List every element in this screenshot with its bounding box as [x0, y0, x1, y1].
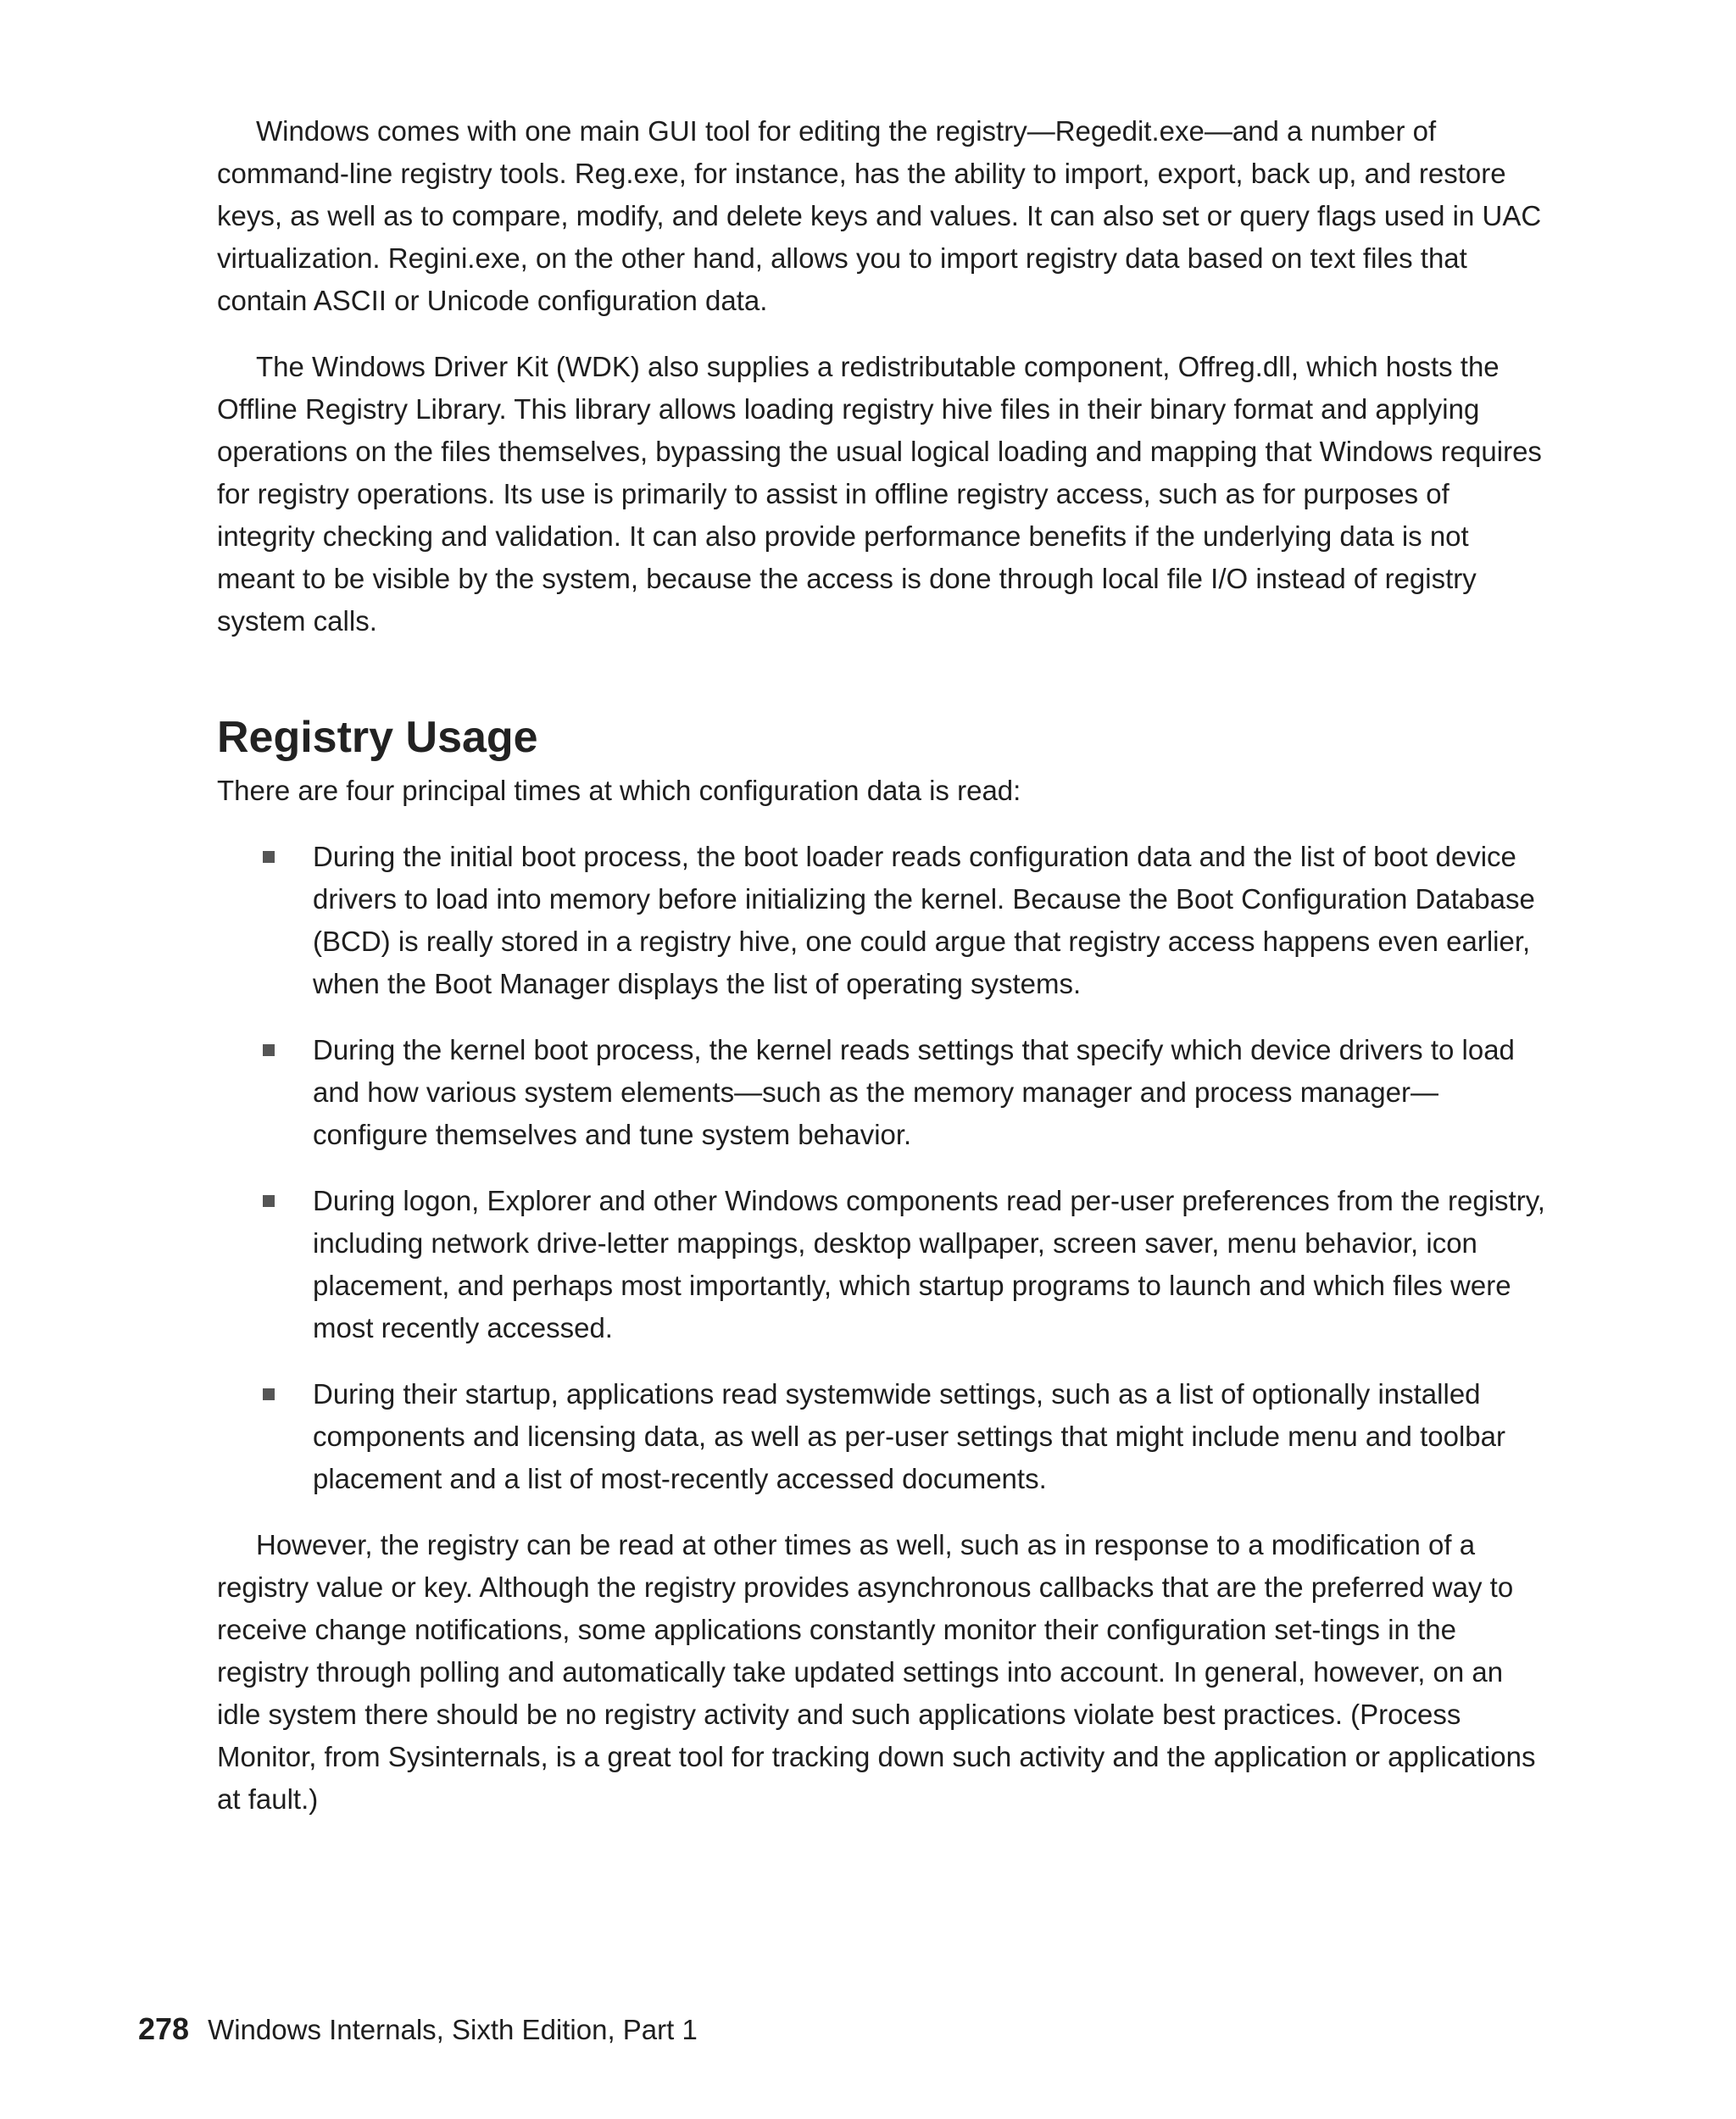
page-number: 278: [138, 2011, 190, 2046]
list-item-text: During logon, Explorer and other Windows components read per-user preferences from the registry, including network drive-letter mappings, desktop wallpaper, screen saver, menu behavior, icon placement, and perhaps most importantly, which startup programs to launch and which files were most recently accessed.: [313, 1185, 1545, 1343]
square-bullet-icon: [263, 851, 275, 863]
square-bullet-icon: [263, 1388, 275, 1400]
section-heading: Registry Usage: [217, 713, 538, 762]
page-content: [217, 110, 1548, 1844]
list-item-text: During their startup, applications read systemwide settings, such as a list of optionally installed components and licensing data, as well as per-user settings that might include menu and toolbar placement and a list of most-recently accessed documents.: [313, 1378, 1505, 1494]
paragraph-offline-registry-library: The Windows Driver Kit (WDK) also supplies a redistributable component, Offreg.dll, which hosts the Offline Registry Library. This library allows loading registry hive files in their binary format and applying operations on the files themselves, bypassing the usual logical loading and mapping that Windows requires for registry operations. Its use is primarily to assist in offline registry access, such as for purposes of integrity checking and validation. It can also provide performance benefits if the underlying data is not meant to be visible by the system, because the access is done through local file I/O instead of registry system calls.: [217, 351, 1542, 637]
list-item: [217, 1180, 1548, 1349]
bullet-list: [217, 836, 1548, 1500]
list-item: [217, 1373, 1548, 1500]
book-title: Windows Internals, Sixth Edition, Part 1: [208, 2014, 698, 2045]
square-bullet-icon: [263, 1044, 275, 1056]
list-item-text: During the kernel boot process, the kernel reads settings that specify which device drivers to load and how various system elements—such as the memory manager and process manager—configure themselves and tune system behavior.: [313, 1034, 1515, 1150]
paragraph-registry-read-times: However, the registry can be read at other times as well, such as in response to a modification of a registry value or key. Although the registry provides asynchronous callbacks that are the preferred way to receive change notifications, some applications constantly monitor their configuration set-tings in the registry through polling and automatically take updated settings into account. In general, however, on an idle system there should be no registry activity and such applications violate best practices. (Process Monitor, from Sysinternals, is a great tool for tracking down such activity and the application or applications at fault.): [217, 1529, 1536, 1815]
list-item: [217, 836, 1548, 1005]
list-item-text: During the initial boot process, the boot loader reads configuration data and the list of boot device drivers to load into memory before initializing the kernel. Because the Boot Configuration Database (BCD) is really stored in a registry hive, one could argue that registry access happens even earlier, when the Boot Manager displays the list of operating systems.: [313, 841, 1535, 999]
list-item: [217, 1029, 1548, 1156]
section-lead-paragraph: There are four principal times at which configuration data is read:: [217, 775, 1021, 806]
page-footer: [138, 2010, 698, 2049]
paragraph-registry-tools: Windows comes with one main GUI tool for editing the registry—Regedit.exe—and a number of command-line registry tools. Reg.exe, for instance, has the ability to import, export, back up, and restore keys, as well as to compare, modify, and delete keys and values. It can also set or query flags used in UAC virtualization. Regini.exe, on the other hand, allows you to import registry data based on text files that contain ASCII or Unicode configuration data.: [217, 115, 1542, 316]
square-bullet-icon: [263, 1195, 275, 1207]
